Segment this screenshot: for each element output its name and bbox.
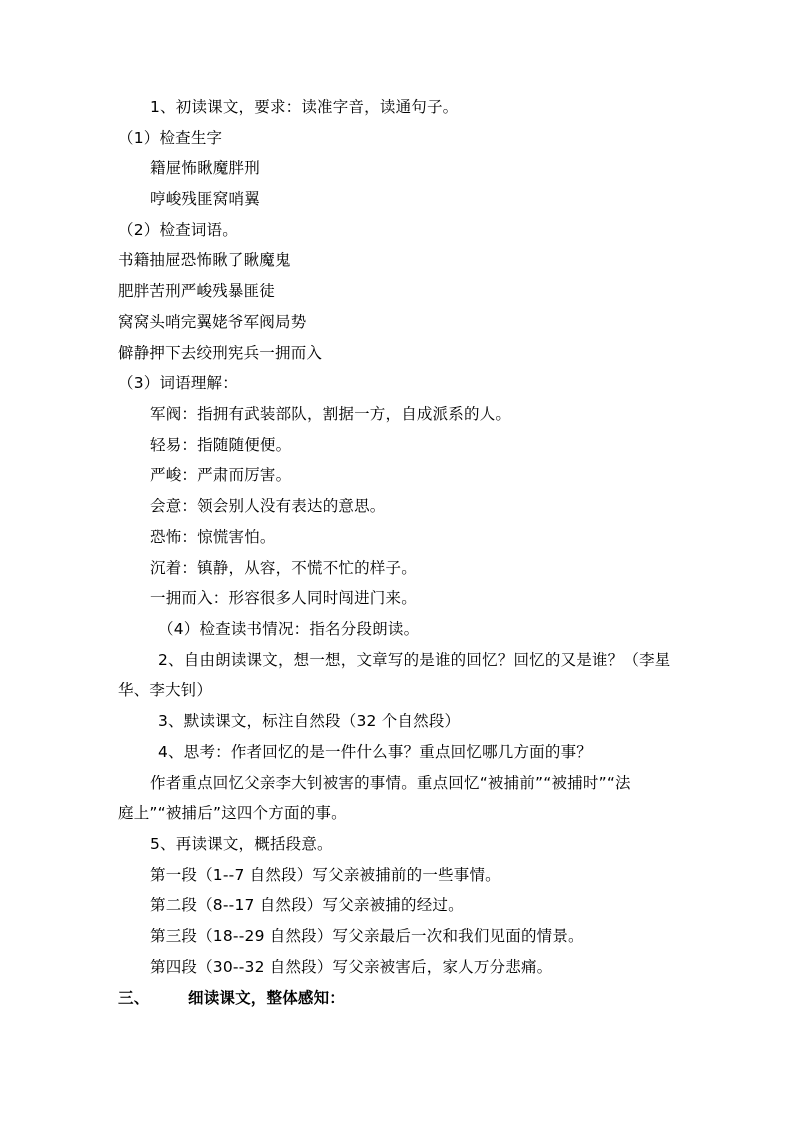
text-line: 1、初读课文，要求：读准字音，读通句子。 — [150, 98, 459, 116]
text-line: 籍屉怖瞅魔胖刑 — [150, 159, 260, 177]
text-line: 窝窝头哨完翼姥爷军阀局势 — [118, 313, 307, 331]
text-line: 肥胖苦刑严峻残暴匪徒 — [118, 282, 276, 300]
text-line: 哼峻残匪窝哨翼 — [150, 190, 260, 208]
text-line: 一拥而入：形容很多人同时闯进门来。 — [150, 589, 417, 607]
text-line: 3、默读课文，标注自然段（32 个自然段） — [158, 712, 461, 730]
text-line: 轻易：指随随便便。 — [150, 436, 292, 454]
text-line: 庭上”“被捕后”这四个方面的事。 — [118, 804, 347, 822]
section-number: 三、 — [118, 989, 150, 1007]
text-line: 第一段（1--7 自然段）写父亲被捕前的一些事情。 — [150, 866, 501, 884]
text-line: 5、再读课文，概括段意。 — [150, 835, 333, 853]
text-line: 华、李大钊） — [118, 681, 213, 699]
text-line: （2）检查词语。 — [118, 221, 238, 239]
text-line: 沉着：镇静，从容，不慌不忙的样子。 — [150, 559, 417, 577]
text-line: （1）检查生字 — [118, 129, 223, 147]
text-line: 僻静押下去绞刑宪兵一拥而入 — [118, 344, 323, 362]
text-line: （3）词语理解： — [118, 374, 238, 392]
text-line: 会意：领会别人没有表达的意思。 — [150, 497, 386, 515]
text-line: 恐怖：惊慌害怕。 — [150, 528, 276, 546]
text-line: 严峻：严肃而厉害。 — [150, 466, 292, 484]
text-line: 4、思考：作者回忆的是一件什么事？重点回忆哪几方面的事？ — [158, 743, 592, 761]
text-line: 第二段（8--17 自然段）写父亲被捕的经过。 — [150, 896, 464, 914]
text-line: 军阀：指拥有武装部队，割据一方，自成派系的人。 — [150, 405, 512, 423]
text-line: 作者重点回忆父亲李大钊被害的事情。重点回忆“被捕前”“被捕时”“法 — [150, 774, 631, 792]
text-line: 书籍抽屉恐怖瞅了瞅魔鬼 — [118, 251, 291, 269]
text-line: 第三段（18--29 自然段）写父亲最后一次和我们见面的情景。 — [150, 927, 584, 945]
text-line: 第四段（30--32 自然段）写父亲被害后，家人万分悲痛。 — [150, 958, 553, 976]
text-line: 2、自由朗读课文，想一想，文章写的是谁的回忆？回忆的又是谁？（李星 — [158, 651, 671, 669]
text-line: （4）检查读书情况：指名分段朗读。 — [158, 620, 420, 638]
section-heading: 细读课文，整体感知： — [188, 989, 346, 1007]
